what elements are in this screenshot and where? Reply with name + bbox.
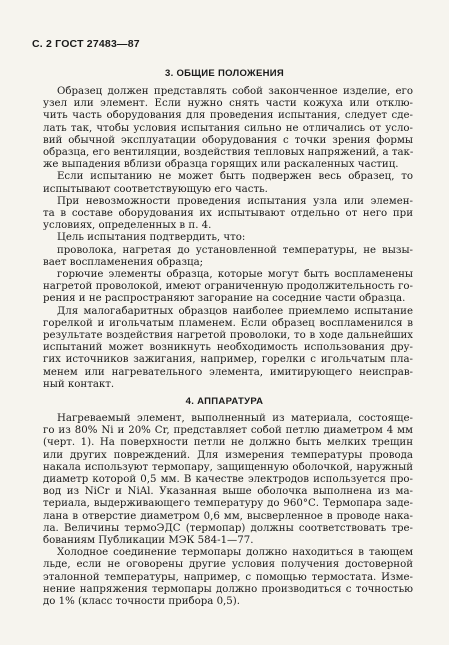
text-line: рения и не распространяют загорание на соседние части образца. (43, 293, 406, 305)
text-line: менем или нагревательного элемента, имитирующего неисправ- (43, 366, 413, 378)
text-line: гих источников зажигания, например, горелки с игольчатым пла- (43, 354, 413, 366)
text-line: горючие элементы образца, которые могут быть воспламенены (57, 269, 413, 281)
section-4-title: 4. АППАРАТУРА (185, 396, 264, 407)
paragraph (43, 413, 413, 547)
text-line: же выпадения вблизи образца горящих или раскаленных частиц. (43, 159, 399, 171)
text-line: Цель испытания подтвердить, что: (57, 232, 246, 244)
text-line: нение напряжения термопары должно производиться с точностью (43, 583, 413, 595)
text-line: вий обычной эксплуатации оборудования с точки зрения формы (43, 134, 413, 146)
text-line: образца, его вентиляции, воздействия тепловых напряжений, а так- (43, 147, 413, 159)
text-line: Если испытанию не может быть подвержен весь образец, то (57, 171, 413, 183)
text-line: Образец должен представлять собой законченное изделие, его (57, 86, 413, 97)
text-line: узел или элемент. Если нужно снять части кожуха или отклю- (43, 98, 413, 110)
text-line: накала используют термопару, защищенную оболочкой, наружный (43, 461, 413, 473)
text-line: горелкой и игольчатым пламенем. Если образец воспламенился в (43, 317, 413, 329)
text-line: льде, если не оговорены другие условия получения достоверной (43, 559, 413, 571)
text-line: диаметр которой 0,5 мм. В качестве электродов используется про- (43, 474, 413, 486)
text-line: вод из NiCr и NiAl. Указанная выше оболочка выполнена из ма- (43, 486, 413, 498)
paragraph (43, 306, 413, 391)
text-line: Нагреваемый элемент, выполненный из материала, состояще- (57, 413, 413, 424)
text-line: испытывают соответствующую его часть. (43, 183, 268, 195)
text-line: ный контакт. (43, 378, 115, 390)
text-line: лать так, чтобы условия испытания сильно не отличались от усло- (43, 122, 413, 134)
text-line: (черт. 1). На поверхности петли не должно быть мелких трещин (43, 437, 413, 449)
text-line: Для малогабаритных образцов наиболее приемлемо испытание (57, 305, 413, 317)
text-line: нагретой проволокой, имеют ограниченную продолжительность го- (43, 281, 413, 293)
paragraph (43, 171, 413, 195)
text-line: бованиям Публикации МЭК 584-1—77. (43, 535, 254, 547)
text-line: го из 80% Ni и 20% Cr, представляет собой петлю диаметром 4 мм (43, 425, 413, 437)
paragraph (43, 269, 413, 306)
text-line: чить часть оборудования для проведения испытания, следует сде- (43, 110, 413, 122)
paragraph (43, 547, 413, 608)
text-line: проволока, нагретая до установленной температуры, не вызы- (57, 244, 413, 256)
text-line: вает воспламенения образца; (43, 256, 204, 268)
paragraph (43, 196, 413, 233)
paragraph (43, 232, 413, 244)
section-4-body (43, 413, 413, 608)
text-line: лана в отверстие диаметром 0,6 мм, высверленное в проводе накa- (43, 510, 413, 522)
text-line: та в составе оборудования их испытывают отдельно от него при (43, 208, 413, 220)
paragraph (43, 245, 413, 269)
text-line: испытаний может возникнуть необходимость использования дру- (43, 342, 413, 354)
text-line: результате воздействия нагретой проволоки, то в ходе дальнейших (43, 330, 413, 342)
page-header: С. 2 ГОСТ 27483—87 (32, 38, 140, 50)
text-line: условиях, определенных в п. 4. (43, 220, 212, 232)
text-line: териала, выдерживающего температуру до 960°С. Термопара заде- (43, 498, 413, 510)
section-3-body (43, 86, 413, 391)
text-line: до 1% (класс точности прибора 0,5). (43, 596, 240, 608)
paragraph (43, 86, 413, 171)
text-line: эталонной температуры, например, с помощью термостата. Изме- (43, 571, 413, 583)
section-3-title: 3. ОБЩИЕ ПОЛОЖЕНИЯ (164, 68, 284, 79)
text-line: ла. Величины термоЭДС (термопар) должны соответствовать тре- (43, 522, 413, 534)
text-line: или других повреждений. Для измерения температуры провода (43, 449, 413, 461)
text-line: Холодное соединение термопары должно находиться в тающем (57, 547, 413, 559)
text-line: При невозможности проведения испытания узла или элемен- (57, 195, 413, 207)
